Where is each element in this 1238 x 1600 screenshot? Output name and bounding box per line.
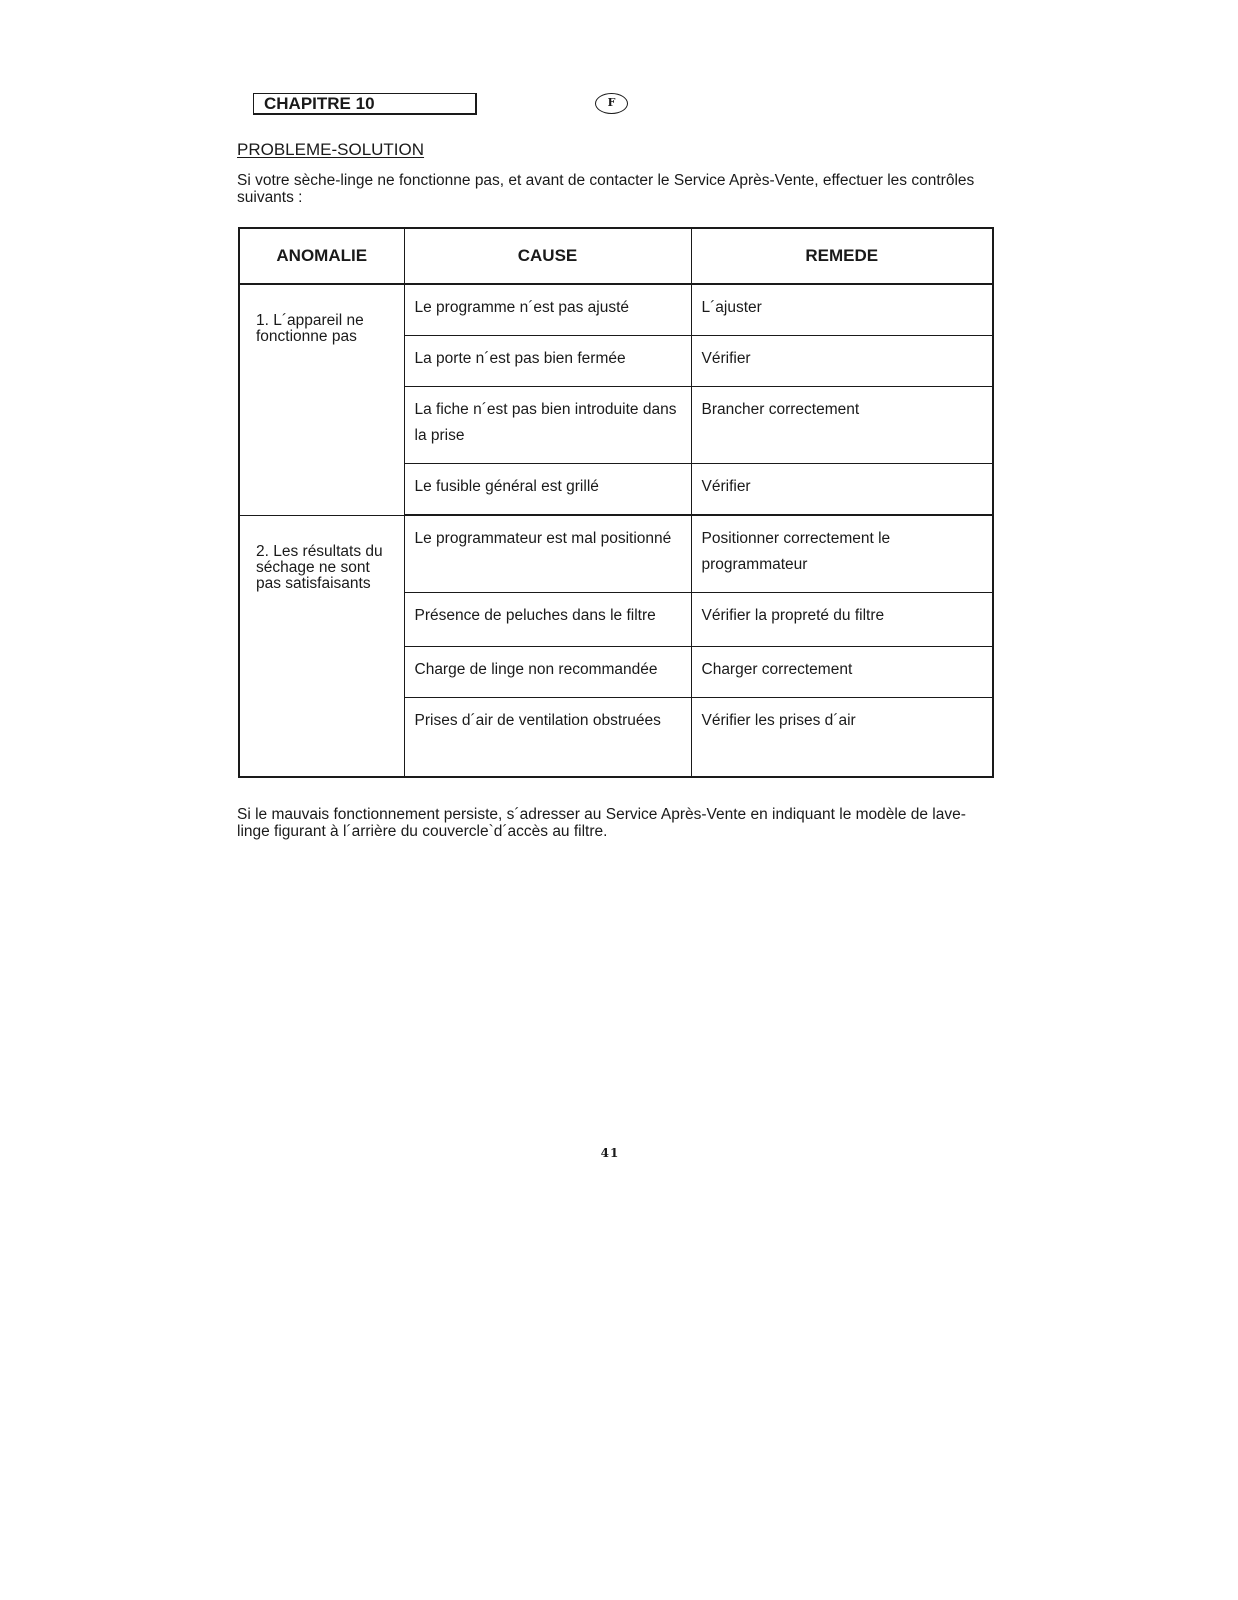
remedy-cell: Vérifier la propreté du filtre [691, 592, 993, 646]
cause-cell: Le programme n´est pas ajusté [404, 284, 691, 335]
intro-paragraph: Si votre sèche-linge ne fonctionne pas, et avant de contacter le Service Après-Vente, effectuer les contrôles suivants : [237, 172, 975, 206]
column-header-remedy: REMEDE [691, 228, 993, 284]
column-header-cause: CAUSE [404, 228, 691, 284]
column-header-anomaly: ANOMALIE [239, 228, 404, 284]
remedy-cell: Positionner correctement le programmateur [691, 515, 993, 592]
page-number: 41 [600, 1146, 620, 1160]
anomaly-cell: 1. L´appareil ne fonctionne pas [239, 284, 404, 515]
remedy-cell: Vérifier [691, 335, 993, 386]
remedy-cell: Brancher correctement [691, 386, 993, 463]
cause-cell: Charge de linge non recommandée [404, 646, 691, 697]
cause-cell: Le fusible général est grillé [404, 463, 691, 515]
anomaly-cell: 2. Les résultats du séchage ne sont pas satisfaisants [239, 515, 404, 777]
section-title: PROBLEME-SOLUTION [237, 140, 425, 159]
remedy-cell: Vérifier [691, 463, 993, 515]
table-header-row [239, 228, 993, 284]
cause-cell: Prises d´air de ventilation obstruées [404, 697, 691, 777]
remedy-cell: Charger correctement [691, 646, 993, 697]
troubleshooting-table [238, 227, 994, 778]
cause-cell: Le programmateur est mal positionné [404, 515, 691, 592]
cause-cell: La fiche n´est pas bien introduite dans la prise [404, 386, 691, 463]
cause-cell: Présence de peluches dans le filtre [404, 592, 691, 646]
table-row [239, 284, 993, 335]
chapter-heading: CHAPITRE 10 [253, 93, 477, 115]
language-badge: F [595, 93, 628, 114]
table-row [239, 515, 993, 592]
cause-cell: La porte n´est pas bien fermée [404, 335, 691, 386]
remedy-cell: L´ajuster [691, 284, 993, 335]
outro-paragraph: Si le mauvais fonctionnement persiste, s´adresser au Service Après-Vente en indiquant le modèle de lave-linge figurant à l´arrière du couvercle`d´accès au filtre. [237, 806, 966, 840]
remedy-cell: Vérifier les prises d´air [691, 697, 993, 777]
